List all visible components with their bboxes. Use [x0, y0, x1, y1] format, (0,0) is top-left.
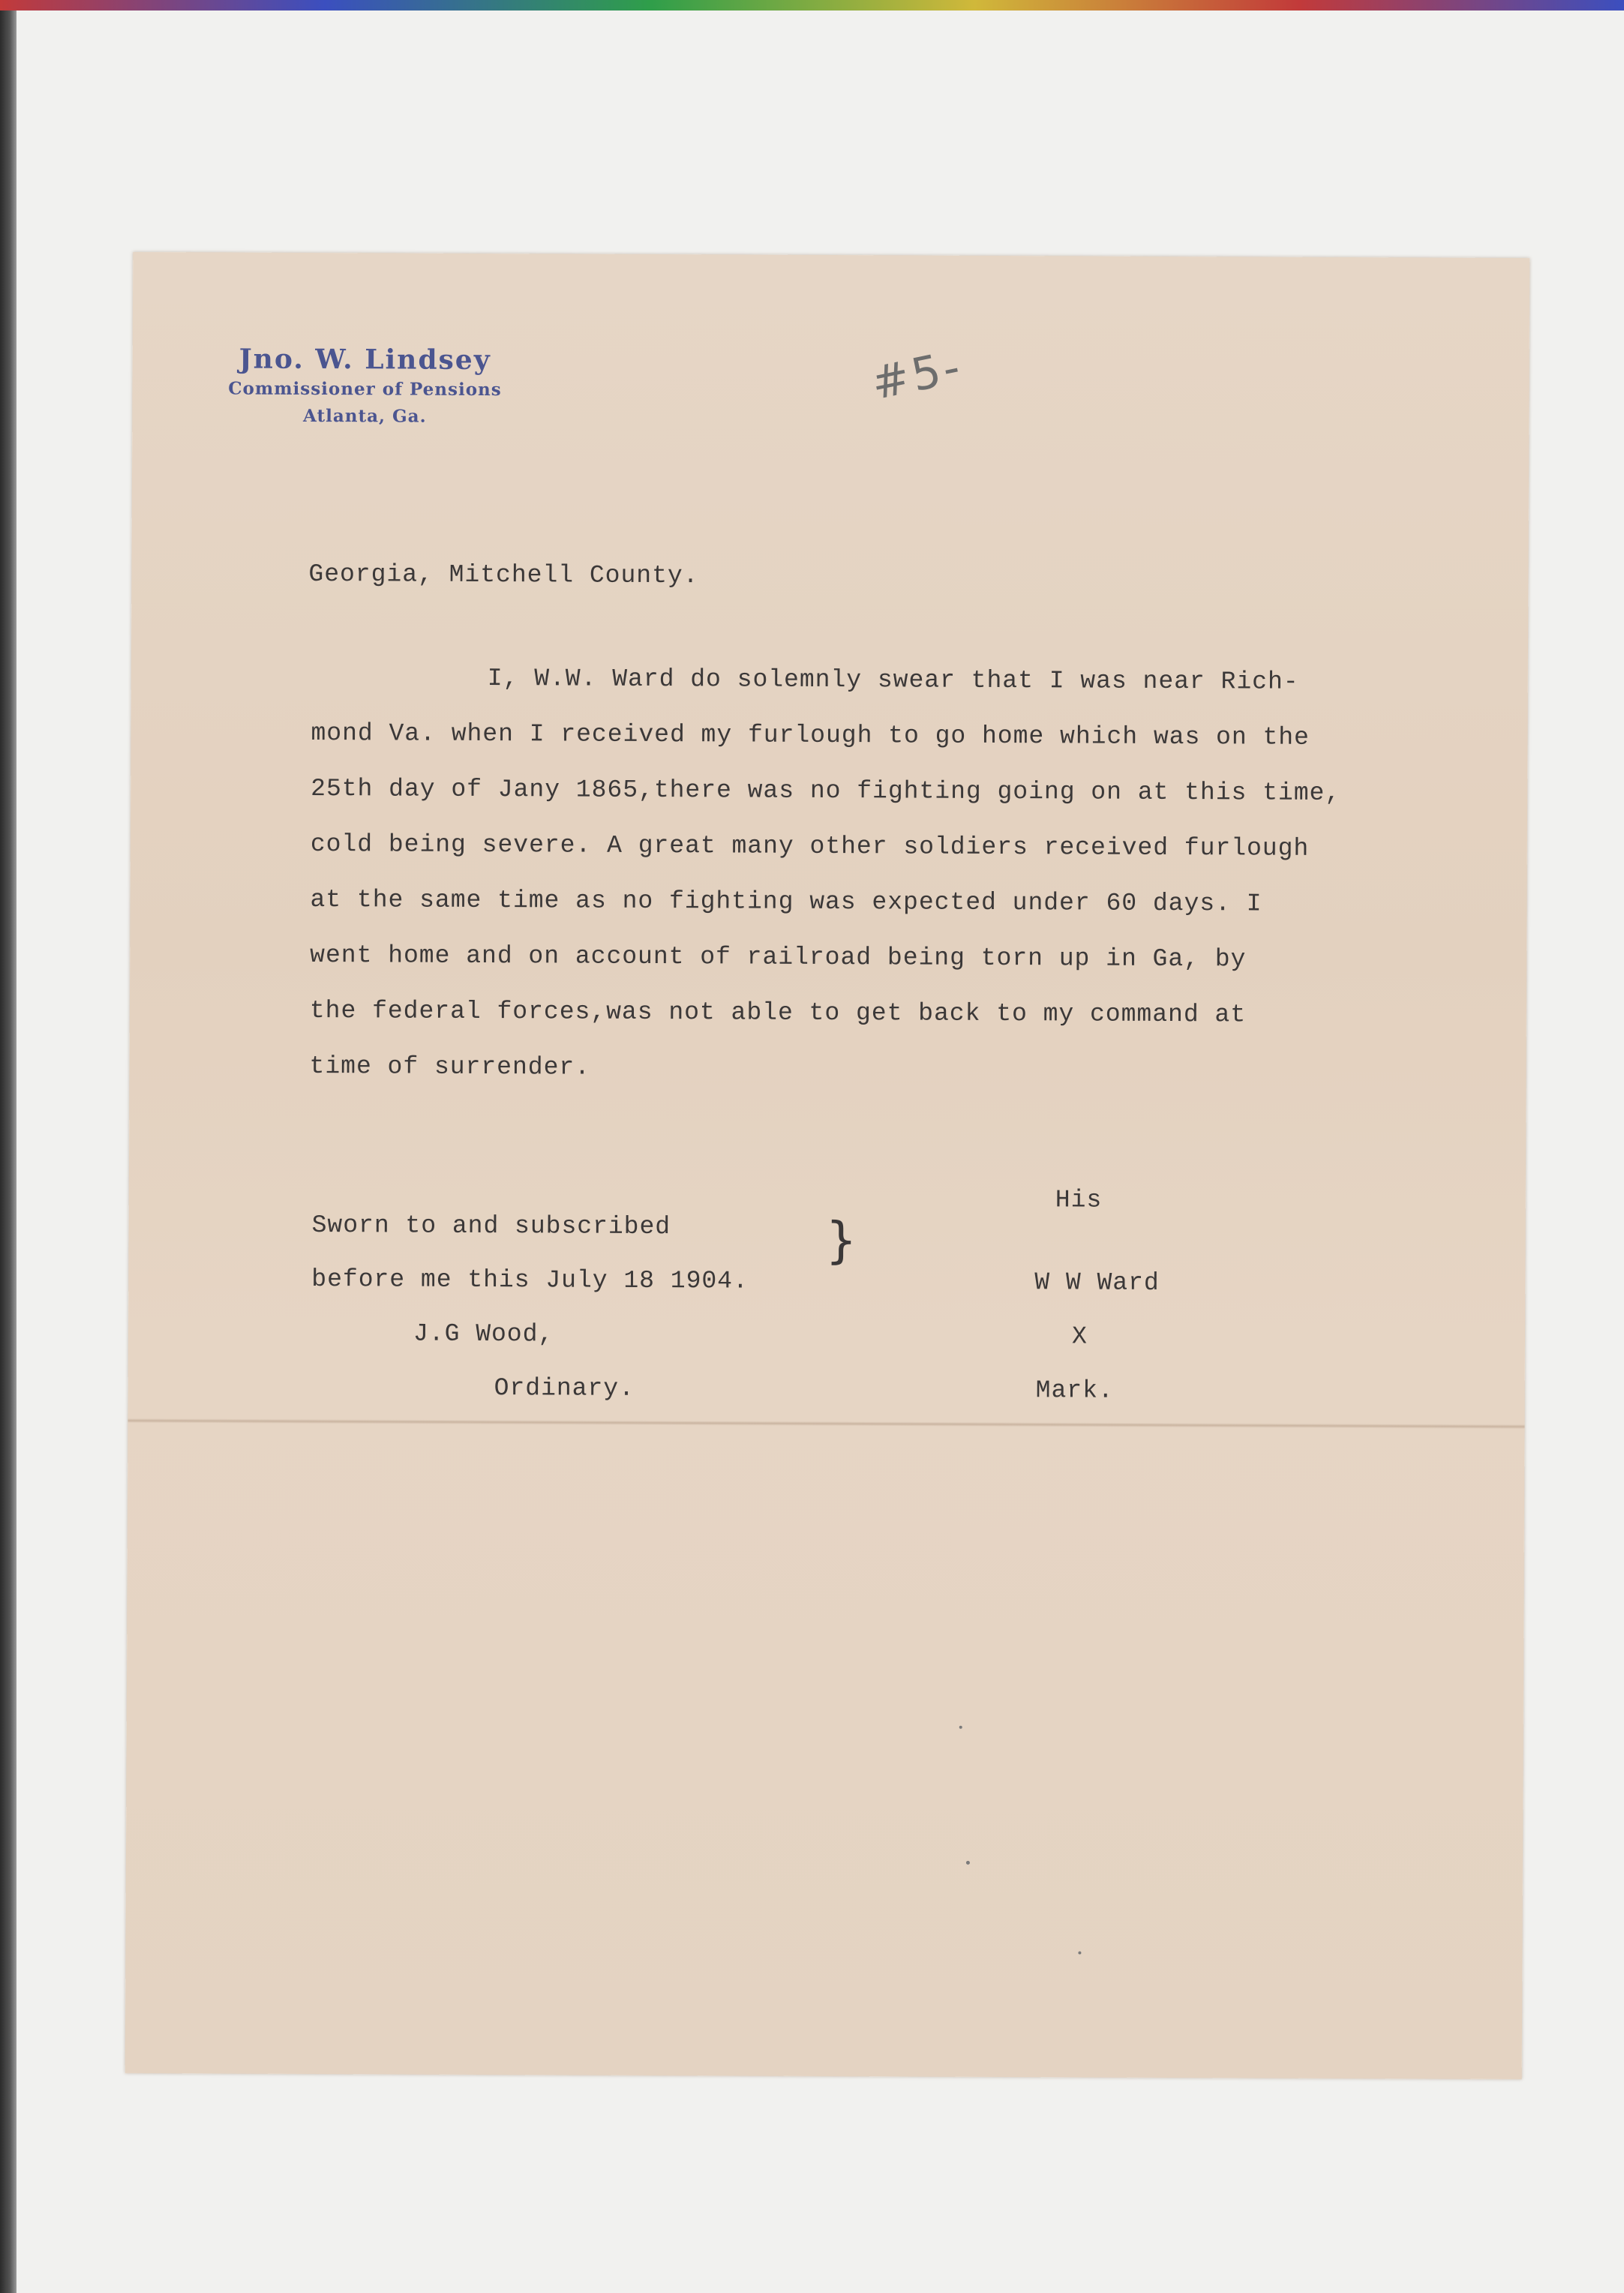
signature-name: W W Ward: [1034, 1268, 1160, 1297]
body-line: cold being severe. A great many other soldiers received furlough: [310, 830, 1310, 863]
body-line: at the same time as no fighting was expected under 60 days. I: [310, 885, 1262, 918]
letterhead-name: Jno. W. Lindsey: [239, 343, 491, 377]
paper-speck: [1078, 1951, 1081, 1954]
letterhead-city: Atlanta, Ga.: [303, 405, 427, 427]
body-line: went home and on account of railroad being torn up in Ga, by: [310, 941, 1247, 974]
paper-speck: [959, 1726, 962, 1729]
scanner-color-band: [0, 0, 1624, 11]
paper-speck: [966, 1861, 970, 1865]
body-line: the federal forces,was not able to get back to my command at: [309, 996, 1247, 1029]
signature-his: His: [1055, 1186, 1103, 1214]
letterhead: [207, 342, 523, 431]
jurat-officer: J.G Wood,: [413, 1319, 554, 1349]
document-page: [125, 252, 1530, 2079]
signature-x: X: [1071, 1322, 1088, 1351]
scanner-edge: [0, 0, 17, 2293]
body-line: 25th day of Jany 1865,there was no fighting going on at this time,: [311, 774, 1341, 807]
jurat-line-1: Sworn to and subscribed: [311, 1211, 671, 1241]
body-line: time of surrender.: [309, 1052, 591, 1082]
pencil-annotation: #5-: [866, 340, 968, 411]
jurat-line-2: before me this July 18 1904.: [311, 1265, 749, 1295]
paper-fold: [128, 1418, 1524, 1429]
body-line: I, W.W. Ward do solemnly swear that I was near Rich-: [487, 665, 1299, 696]
signature-mark: Mark.: [1035, 1376, 1114, 1405]
venue-line: Georgia, Mitchell County.: [308, 560, 699, 590]
jurat-officer-title: Ordinary.: [494, 1374, 635, 1403]
body-line: mond Va. when I received my furlough to go home which was on the: [311, 719, 1310, 752]
brace-mark: }: [826, 1211, 857, 1270]
letterhead-title: Commissioner of Pensions: [228, 378, 502, 401]
